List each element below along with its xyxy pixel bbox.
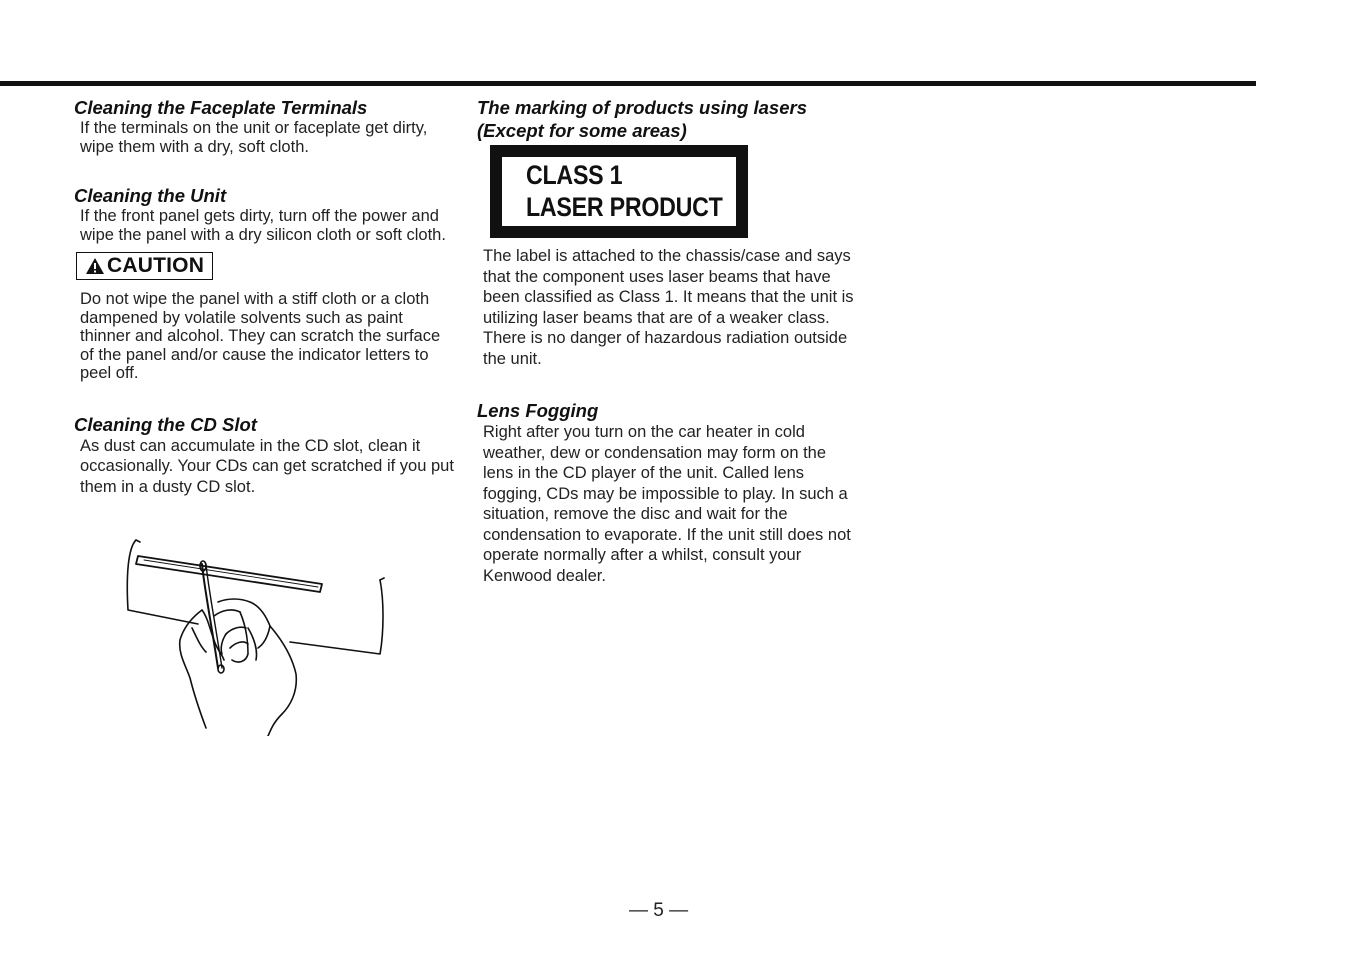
unit-heading: Cleaning the Unit xyxy=(74,185,227,206)
laser-heading-line2: (Except for some areas) xyxy=(477,120,687,141)
laser-label-inner xyxy=(502,157,736,226)
right-column xyxy=(477,96,857,586)
laser-body: The label is attached to the chassis/case and says that the component uses laser beams that have been classified as Class 1. It means that the unit is utilizing laser beams that are of a weaker class. There is no danger of hazardous radiation outside the unit. xyxy=(483,247,854,368)
faceplate-heading: Cleaning the Faceplate Terminals xyxy=(74,97,368,118)
top-rule xyxy=(0,81,1256,86)
cd-slot-body: As dust can accumulate in the CD slot, clean it occasionally. Your CDs can get scratched if you put them in a dusty CD slot. xyxy=(80,436,454,496)
caution-badge xyxy=(76,252,213,280)
lens-fogging-body: Right after you turn on the car heater in cold weather, dew or condensation may form on the lens in the CD player of the unit. Called lens fogging, CDs may be impossible to play. In such a situation, remove the disc and wait for the condensation to evaporate. If the unit still does not operate normally after a whilst, consult your Kenwood dealer. xyxy=(483,423,851,585)
class1-laser-label xyxy=(490,145,748,238)
cd-slot-heading: Cleaning the CD Slot xyxy=(74,413,257,435)
laser-heading-line1: The marking of products using lasers xyxy=(477,97,807,118)
lens-fogging-heading: Lens Fogging xyxy=(477,400,599,421)
caution-body: Do not wipe the panel with a stiff cloth or a cloth dampened by volatile solvents such as paint thinner and alcohol. They can scratch the surface of the panel and/or cause the indicator letters to peel off. xyxy=(80,290,441,382)
laser-label-line1: CLASS 1 xyxy=(526,160,623,190)
hand-cleaning-cd-slot-illustration xyxy=(122,536,392,736)
page-number: — 5 — xyxy=(629,900,689,921)
left-column xyxy=(74,96,454,497)
unit-body: If the front panel gets dirty, turn off the power and wipe the panel with a dry silicon cloth or soft cloth. xyxy=(80,207,446,244)
laser-label-line2: LASER PRODUCT xyxy=(526,192,723,222)
caution-label: CAUTION xyxy=(107,254,205,277)
faceplate-body: If the terminals on the unit or faceplate get dirty, wipe them with a dry, soft cloth. xyxy=(80,119,428,156)
warning-triangle-icon xyxy=(85,257,105,275)
